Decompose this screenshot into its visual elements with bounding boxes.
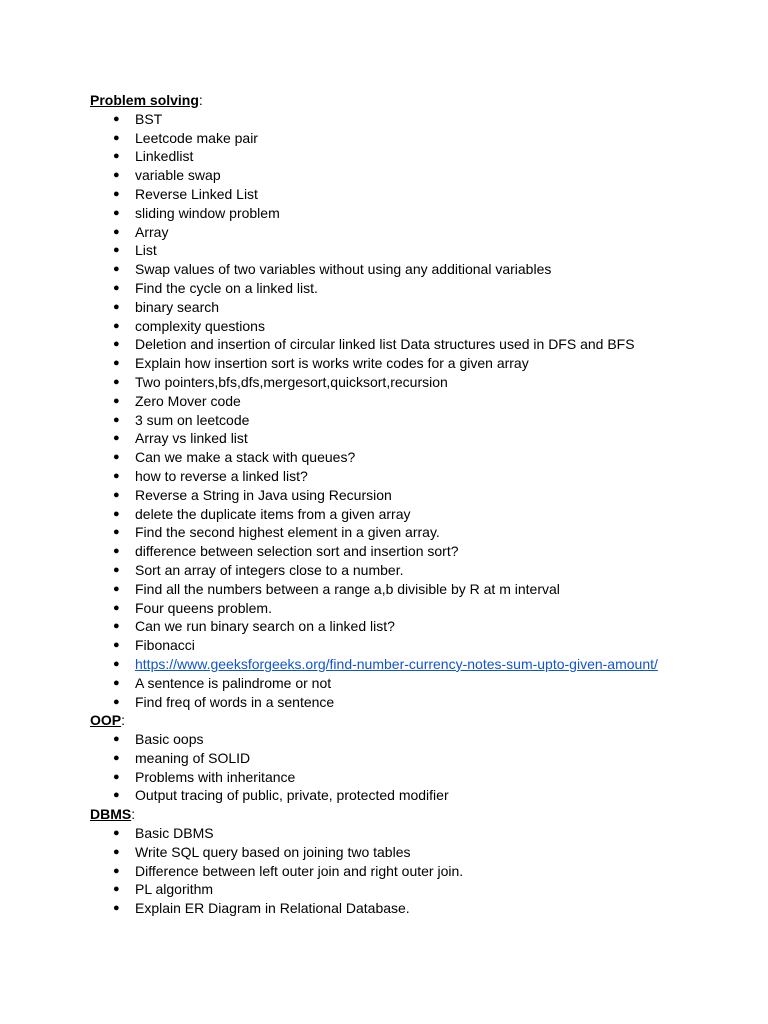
bullet-icon: ●: [113, 563, 120, 576]
list-item: [90, 110, 768, 129]
list-item-text: Swap values of two variables without using any additional variables: [135, 261, 552, 278]
bullet-icon: ●: [113, 657, 120, 670]
bullet-icon: ●: [113, 187, 120, 200]
document-content: [90, 91, 768, 918]
list-item-text: Can we make a stack with queues?: [135, 449, 356, 466]
list-item-text: variable swap: [135, 167, 221, 184]
list-item-text: Array vs linked list: [135, 430, 248, 447]
list-item: [90, 599, 768, 618]
bullet-icon: ●: [113, 827, 120, 840]
list-item-text: Output tracing of public, private, protected modifier: [135, 787, 449, 804]
bullet-icon: ●: [113, 507, 120, 520]
list-item-text: Basic DBMS: [135, 825, 214, 842]
list-item-text: PL algorithm: [135, 881, 214, 898]
bullet-icon: ●: [113, 733, 120, 746]
list-item-text: Reverse a String in Java using Recursion: [135, 486, 392, 503]
list-item: [90, 542, 768, 561]
list-item: [90, 185, 768, 204]
list-item-text: Find the second highest element in a given array.: [135, 524, 440, 541]
list-item: [90, 411, 768, 430]
list-item: [90, 523, 768, 542]
list-item: [90, 693, 768, 712]
list-item: [90, 768, 768, 787]
bullet-list: [90, 110, 768, 712]
bullet-icon: ●: [113, 789, 120, 802]
list-item: [90, 730, 768, 749]
list-item-text: Find all the numbers between a range a,b divisible by R at m interval: [135, 580, 560, 597]
list-item: [90, 166, 768, 185]
bullet-icon: ●: [113, 902, 120, 915]
list-item-text: complexity questions: [135, 317, 265, 334]
bullet-icon: ●: [113, 150, 120, 163]
bullet-icon: ●: [113, 451, 120, 464]
list-item: [90, 486, 768, 505]
bullet-icon: ●: [113, 601, 120, 614]
list-item-text: Explain how insertion sort is works write codes for a given array: [135, 355, 529, 372]
list-item: [90, 373, 768, 392]
section-heading: [90, 805, 768, 824]
bullet-icon: ●: [113, 883, 120, 896]
list-item-text: Sort an array of integers close to a number.: [135, 561, 404, 578]
list-item: [90, 241, 768, 260]
bullet-icon: ●: [113, 131, 120, 144]
section-title-suffix: :: [121, 712, 126, 729]
list-item-text: List: [135, 242, 157, 259]
bullet-list: [90, 824, 768, 918]
list-item-text: Basic oops: [135, 731, 204, 748]
list-item: [90, 298, 768, 317]
list-item-text: Array: [135, 223, 169, 240]
list-item: [90, 899, 768, 918]
bullet-icon: ●: [113, 695, 120, 708]
list-item: [90, 354, 768, 373]
list-item: [90, 580, 768, 599]
bullet-icon: ●: [113, 357, 120, 370]
section-title: DBMS: [90, 806, 132, 823]
list-item: [90, 429, 768, 448]
list-item: [90, 467, 768, 486]
list-item: [90, 880, 768, 899]
list-item-text: Four queens problem.: [135, 599, 272, 616]
list-item: [90, 674, 768, 693]
list-item: [90, 505, 768, 524]
list-item-text: delete the duplicate items from a given array: [135, 505, 411, 522]
bullet-icon: ●: [113, 432, 120, 445]
bullet-list: [90, 730, 768, 805]
section-title-suffix: :: [198, 92, 203, 108]
list-item: [90, 317, 768, 336]
bullet-icon: ●: [113, 263, 120, 276]
list-item-text: Fibonacci: [135, 637, 195, 654]
list-item-text: binary search: [135, 298, 220, 315]
bullet-icon: ●: [113, 169, 120, 182]
list-item-text: Difference between left outer join and right outer join.: [135, 862, 464, 879]
list-item-text: A sentence is palindrome or not: [135, 674, 332, 691]
bullet-icon: ●: [113, 300, 120, 313]
list-item-text: Reverse Linked List: [135, 185, 258, 202]
bullet-icon: ●: [113, 526, 120, 539]
list-item: [90, 260, 768, 279]
bullet-icon: ●: [113, 770, 120, 783]
bullet-icon: ●: [113, 639, 120, 652]
list-item: [90, 824, 768, 843]
list-item: [90, 749, 768, 768]
list-item-text: BST: [135, 110, 163, 127]
bullet-icon: ●: [113, 676, 120, 689]
list-item: [90, 335, 768, 354]
bullet-icon: ●: [113, 338, 120, 351]
bullet-icon: ●: [113, 206, 120, 219]
list-item: [90, 655, 768, 674]
bullet-icon: ●: [113, 845, 120, 858]
bullet-icon: ●: [113, 751, 120, 764]
section-title-suffix: :: [131, 806, 136, 823]
section-heading: [90, 91, 768, 110]
list-item: [90, 786, 768, 805]
list-item-text: Find the cycle on a linked list.: [135, 279, 318, 296]
bullet-icon: ●: [113, 394, 120, 407]
bullet-icon: ●: [113, 281, 120, 294]
list-item: [90, 223, 768, 242]
list-item: [90, 843, 768, 862]
list-item-text: Problems with inheritance: [135, 768, 296, 785]
list-item: [90, 862, 768, 881]
list-item-link[interactable]: https://www.geeksforgeeks.org/find-number-currency-notes-sum-upto-given-amount/: [135, 655, 658, 672]
list-item: [90, 448, 768, 467]
list-item-text: meaning of SOLID: [135, 749, 251, 766]
bullet-icon: ●: [113, 319, 120, 332]
list-item: [90, 617, 768, 636]
list-item-text: Linkedlist: [135, 148, 194, 165]
list-item: [90, 147, 768, 166]
list-item-text: Write SQL query based on joining two tables: [135, 843, 411, 860]
bullet-icon: ●: [113, 413, 120, 426]
bullet-icon: ●: [113, 375, 120, 388]
bullet-icon: ●: [113, 469, 120, 482]
list-item-text: Zero Mover code: [135, 392, 241, 409]
section-title: OOP: [90, 712, 122, 729]
section-heading: [90, 711, 768, 730]
bullet-icon: ●: [113, 112, 120, 125]
bullet-icon: ●: [113, 545, 120, 558]
bullet-icon: ●: [113, 488, 120, 501]
list-item-text: Can we run binary search on a linked list?: [135, 618, 395, 635]
list-item-text: Deletion and insertion of circular linked list Data structures used in DFS and BFS: [135, 336, 635, 353]
list-item: [90, 561, 768, 580]
list-item-text: Find freq of words in a sentence: [135, 693, 335, 710]
list-item-text: 3 sum on leetcode: [135, 411, 250, 428]
list-item-text: how to reverse a linked list?: [135, 467, 308, 484]
list-item-text: sliding window problem: [135, 204, 280, 221]
list-item: [90, 279, 768, 298]
bullet-icon: ●: [113, 582, 120, 595]
list-item: [90, 204, 768, 223]
bullet-icon: ●: [113, 864, 120, 877]
list-item-text: Two pointers,bfs,dfs,mergesort,quicksort,recursion: [135, 373, 448, 390]
list-item: [90, 129, 768, 148]
bullet-icon: ●: [113, 225, 120, 238]
list-item: [90, 392, 768, 411]
bullet-icon: ●: [113, 620, 120, 633]
list-item-text: Explain ER Diagram in Relational Database.: [135, 900, 410, 917]
bullet-icon: ●: [113, 244, 120, 257]
list-item: [90, 636, 768, 655]
list-item-text: difference between selection sort and insertion sort?: [135, 543, 459, 560]
section-title: Problem solving: [90, 92, 199, 108]
list-item-text: Leetcode make pair: [135, 129, 258, 146]
